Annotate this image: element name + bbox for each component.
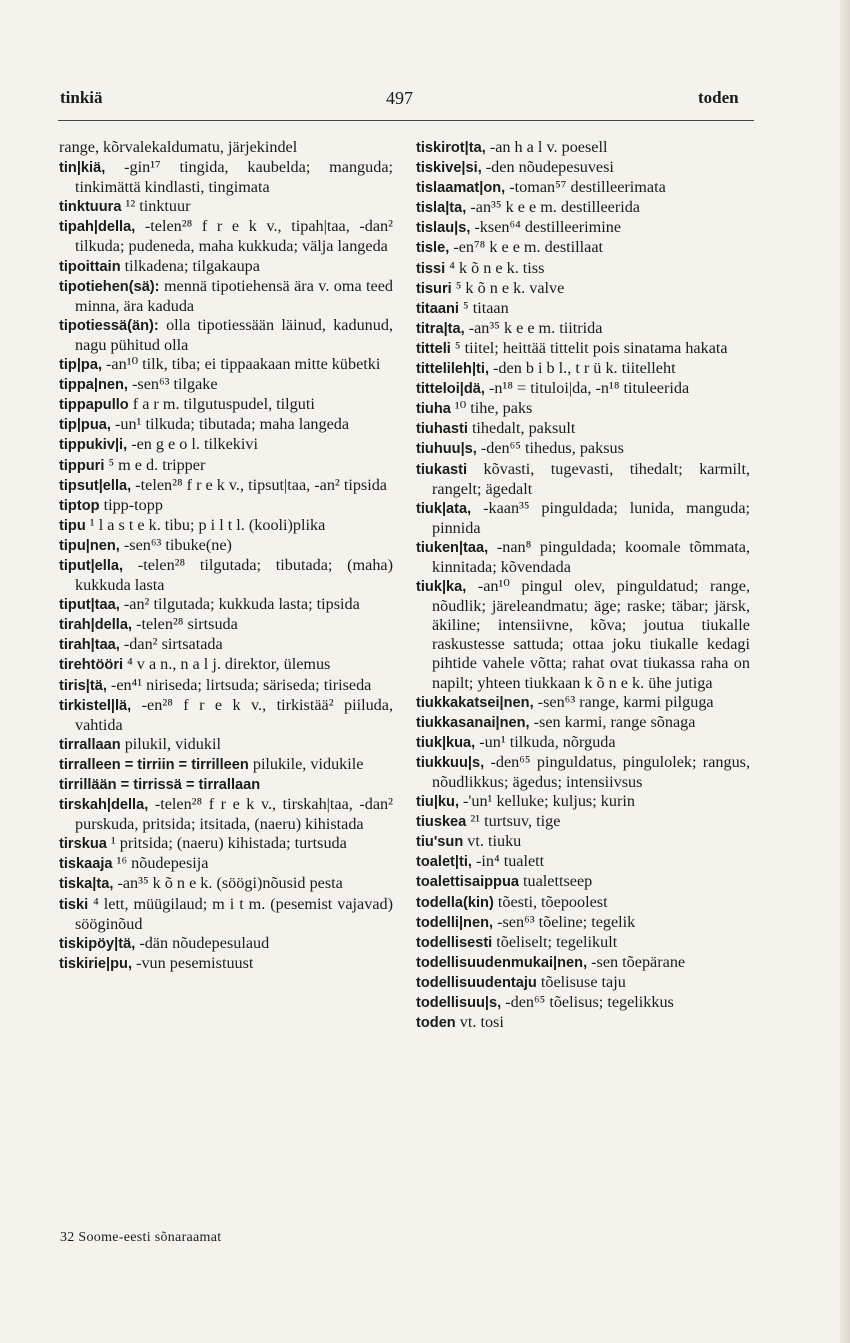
entry-definition: -an³⁵ k e e m. tiitrida [468, 318, 603, 337]
entry-headword: tisle, [416, 240, 450, 257]
entry-headword: tirskua [59, 836, 107, 853]
entry-definition: ¹² tinktuur [125, 197, 191, 216]
entry-definition: tilkadena; tilgakaupa [124, 256, 260, 275]
dictionary-entry [59, 355, 393, 375]
entry-headword: tiskaaja [59, 856, 113, 873]
entry-headword: titra|ta, [416, 320, 465, 337]
entry-definition: -an³⁵ k e e m. destilleerida [470, 198, 640, 217]
dictionary-entry [59, 536, 393, 556]
entry-headword: tiuk|kua, [416, 734, 476, 751]
dictionary-entry [416, 460, 750, 499]
dictionary-entry [59, 476, 393, 496]
dictionary-entry [59, 138, 393, 158]
dictionary-entry [416, 993, 750, 1013]
dictionary-entry [416, 218, 750, 238]
entry-definition: ⁵ m e d. tripper [108, 455, 206, 474]
entry-headword: tiuk|ka, [416, 579, 467, 596]
entry-definition: -an h a l v. poesell [489, 138, 608, 156]
page-edge [840, 0, 850, 1343]
dictionary-entry [59, 277, 393, 316]
entry-definition: -den⁶⁵ tihedus, paksus [480, 439, 624, 458]
dictionary-entry [416, 832, 750, 852]
entry-definition: -en²⁸ f r e k v., tirkistää² piiluda, vahtida [75, 695, 394, 734]
dictionary-entry [416, 733, 750, 753]
entry-headword: tiptop [59, 497, 100, 514]
dictionary-entry [416, 138, 750, 158]
dictionary-entry [416, 158, 750, 178]
dictionary-entry [59, 635, 393, 655]
entry-headword: tipotiehen(sä): [59, 278, 160, 295]
entry-headword: tiris|tä, [59, 677, 107, 694]
dictionary-entry [59, 954, 393, 974]
dictionary-entry [416, 319, 750, 339]
entry-headword: tipoittain [59, 258, 121, 275]
entry-headword: tiukkasanai|nen, [416, 714, 530, 731]
entry-headword: todellisuu|s, [416, 995, 502, 1012]
entry-definition: -sen⁶³ tõeline; tegelik [497, 912, 636, 931]
dictionary-entry [416, 913, 750, 933]
dictionary-entry [416, 713, 750, 733]
dictionary-entry [416, 178, 750, 198]
dictionary-entry [59, 595, 393, 615]
dictionary-entry [416, 577, 750, 693]
entry-definition: -dan² sirtsatada [123, 635, 223, 654]
entry-definition: ⁵ tiitel; heittää tittelit pois sinatama hakata [454, 338, 728, 357]
entry-definition: -telen²⁸ f r e k v., tirskah|taa, -dan² purskuda, pritsida; itsitada, (naeru) kihistada [75, 795, 393, 834]
entry-headword: tiuk|ata, [416, 500, 472, 517]
dictionary-entry [59, 615, 393, 635]
dictionary-entry [59, 217, 393, 256]
dictionary-entry [416, 812, 750, 832]
entry-headword: tipotiessä(än): [59, 317, 159, 334]
entry-headword: tissi [416, 260, 446, 277]
page-number: 497 [386, 88, 413, 108]
entry-headword: toalettisaippua [416, 874, 519, 891]
dictionary-entry [416, 339, 750, 359]
entry-headword: tirehtööri [59, 657, 124, 674]
dictionary-entry [59, 435, 393, 455]
entry-headword: tiskirie|pu, [59, 955, 133, 972]
entry-definition: -n¹⁸ = tituloi|da, -n¹⁸ tituleerida [489, 379, 690, 398]
dictionary-entry [416, 538, 750, 577]
entry-definition: -un¹ tilkuda, nõrguda [479, 732, 616, 751]
entry-definition: -en⁷⁸ k e e m. destillaat [453, 238, 604, 257]
entry-headword: todellisuudentaju [416, 974, 537, 991]
dictionary-entry [416, 933, 750, 953]
entry-definition: -un¹ tilkuda; tibutada; maha langeda [114, 415, 350, 434]
dictionary-entry [59, 316, 393, 355]
entry-headword: tiski [59, 896, 89, 913]
entry-headword: tiuhasti [416, 421, 468, 438]
header-rule [58, 120, 754, 121]
dictionary-entry [59, 676, 393, 696]
entry-headword: tisuri [416, 280, 452, 297]
dictionary-entry [59, 735, 393, 755]
entry-headword: tirralleen = tirriin = tirrilleen [59, 756, 249, 773]
entry-definition: -an³⁵ k õ n e k. (söögi)nõusid pesta [117, 874, 343, 893]
entry-definition: -sen karmi, range sõnaga [533, 712, 696, 731]
entry-definition: tihedalt, paksult [471, 419, 576, 438]
entry-headword: tiuken|taa, [416, 539, 489, 556]
dictionary-entry [416, 953, 750, 973]
entry-headword: tiuha [416, 401, 451, 418]
entry-headword: tiu'sun [416, 834, 464, 851]
entry-definition: -kaan³⁵ pinguldada; lunida, manguda; pinnida [432, 498, 750, 537]
entry-headword: tiukkuu|s, [416, 754, 485, 771]
entry-definition: -toman⁵⁷ destilleerimata [509, 178, 666, 197]
entry-definition: ⁵ titaan [463, 298, 509, 317]
dictionary-entry [416, 419, 750, 439]
entry-definition: tualettseep [523, 872, 593, 891]
dictionary-entry [59, 516, 393, 536]
entry-headword: tiuhuu|s, [416, 441, 477, 458]
dictionary-entry [416, 753, 750, 792]
dictionary-entry [59, 415, 393, 435]
dictionary-entry [416, 973, 750, 993]
entry-headword: tittelileh|ti, [416, 361, 489, 378]
entry-headword: tiskipöy|tä, [59, 935, 136, 952]
entry-definition: -den⁶⁵ pinguldatus, pingulolek; rangus, nõudlikkus; ägedus; intensiivsus [432, 752, 751, 791]
entry-headword: tin|kiä, [59, 160, 106, 177]
dictionary-entry [416, 439, 750, 459]
entry-definition: -telen²⁸ f r e k v., tipsut|taa, -an² tipsida [135, 475, 387, 494]
entry-definition: -telen²⁸ sirtsuda [136, 615, 238, 634]
dictionary-entry [416, 279, 750, 299]
entry-definition: kõvasti, tugevasti, tihedalt; karmilt, rangelt; ägedalt [432, 459, 751, 498]
entry-definition: -nan⁸ pinguldada; koomale tõmmata, kinnitada; kõvendada [432, 537, 751, 576]
dictionary-entry [59, 775, 393, 795]
entry-headword: tiukasti [416, 461, 468, 478]
entry-definition: -an² tilgutada; kukkuda lasta; tipsida [123, 595, 360, 614]
entry-headword: tiu|ku, [416, 794, 459, 811]
entry-definition: -en g e o l. tilkekivi [131, 435, 258, 454]
entry-headword: titaani [416, 300, 459, 317]
entry-definition: pilukile, vidukile [252, 754, 364, 773]
entry-headword: tippukiv|i, [59, 437, 128, 454]
dictionary-entry [59, 895, 393, 934]
entry-definition: -sen tõepärane [591, 952, 686, 971]
entry-headword: tirrillään = tirrissä = tirrallaan [59, 777, 261, 793]
entry-headword: tiskirot|ta, [416, 140, 486, 156]
entry-headword: tipsut|ella, [59, 477, 132, 494]
entry-headword: tirah|taa, [59, 637, 120, 654]
dictionary-entry [59, 197, 393, 217]
entry-definition: -sen⁶³ tibuke(ne) [123, 535, 232, 554]
entry-headword: titteli [416, 340, 451, 357]
dictionary-entry [416, 259, 750, 279]
entry-definition: tõeliselt; tegelikult [496, 932, 618, 951]
entry-definition: ¹⁶ nõudepesija [116, 854, 209, 873]
dictionary-entry [59, 158, 393, 197]
entry-headword: tisla|ta, [416, 200, 467, 217]
entry-definition: -gin¹⁷ tingida, kaubelda; manguda; tinkimättä kindlasti, tingimata [75, 158, 394, 197]
entry-headword: tiukkakatsei|nen, [416, 694, 534, 711]
entry-definition: -sen⁶³ tilgake [132, 375, 218, 394]
dictionary-entry [416, 693, 750, 713]
entry-headword: titteloi|dä, [416, 381, 485, 398]
dictionary-entry [416, 379, 750, 399]
dictionary-entry [416, 893, 750, 913]
entry-headword: tislaamat|on, [416, 180, 506, 197]
dictionary-entry [416, 238, 750, 258]
dictionary-entry [416, 852, 750, 872]
footer-signature: 32 Soome-eesti sõnaraamat [60, 1230, 222, 1245]
guide-word-right: toden [698, 88, 739, 107]
left-column [59, 138, 393, 974]
entry-definition: ¹ pritsida; (naeru) kihistada; turtsuda [110, 834, 347, 853]
dictionary-entry [59, 755, 393, 775]
entry-headword: tirkistel|lä, [59, 697, 132, 714]
entry-definition: -dän nõudepesulaud [139, 933, 270, 952]
entry-definition: -in⁴ tualett [476, 852, 545, 871]
entry-definition: ⁴ k õ n e k. tiss [449, 258, 545, 277]
entry-definition: -telen²⁸ tilgutada; tibutada; (maha) kukkuda lasta [75, 555, 393, 595]
entry-definition: olla tipotiessään läinud, kadunud, nagu pühitud olla [75, 315, 394, 354]
entry-definition: -vun pesemistuust [136, 953, 254, 972]
dictionary-entry [59, 795, 393, 834]
entry-definition: -en⁴¹ niriseda; lirtsuda; säriseda; tiriseda [110, 675, 372, 694]
dictionary-entry [59, 874, 393, 894]
entry-definition: -den nõudepesuvesi [485, 158, 614, 177]
dictionary-entry [416, 399, 750, 419]
entry-definition: pilukil, vidukil [124, 734, 221, 753]
entry-definition: -an¹⁰ tilk, tiba; ei tippaakaan mitte kübetki [106, 355, 381, 374]
entry-headword: tirah|della, [59, 617, 133, 634]
entry-headword: tip|pua, [59, 417, 111, 434]
entry-definition: ⁵ k õ n e k. valve [455, 278, 565, 297]
dictionary-entry [416, 299, 750, 319]
entry-definition: -sen⁶³ range, karmi pilguga [537, 692, 714, 711]
guide-word-left: tinkiä [60, 88, 103, 107]
entry-definition: -ksen⁶⁴ destilleerimine [474, 218, 622, 237]
entry-headword: tippuri [59, 457, 105, 474]
dictionary-entry [59, 456, 393, 476]
entry-definition: ¹ l a s t e k. tibu; p i l t l. (kooli)plika [89, 515, 326, 534]
entry-definition: ¹⁰ tihe, paks [454, 399, 533, 418]
dictionary-entry [59, 395, 393, 415]
entry-definition: vt. tiuku [467, 832, 522, 851]
entry-headword: todella(kin) [416, 894, 494, 911]
dictionary-entry [59, 496, 393, 516]
entry-headword: tipah|della, [59, 219, 136, 236]
entry-definition: ²¹ turtsuv, tige [470, 812, 561, 831]
dictionary-entry [59, 934, 393, 954]
entry-headword: tipu [59, 517, 86, 534]
entry-definition: range, kõrvalekaldumatu, järjekindel [59, 138, 298, 156]
entry-headword: tinktuura [59, 199, 122, 216]
entry-definition: tipp-topp [103, 495, 163, 514]
entry-headword: tippa|nen, [59, 377, 128, 394]
entry-headword: tip|pa, [59, 357, 102, 374]
entry-headword: tirskah|della, [59, 797, 149, 814]
entry-definition: ⁴ v a n., n a l j. direktor, ülemus [127, 655, 331, 674]
dictionary-entry [416, 872, 750, 892]
entry-definition: -telen²⁸ f r e k v., tipah|taa, -dan² tilkuda; pudeneda, maha kukkuda; välja langeda [75, 217, 394, 256]
dictionary-entry [416, 359, 750, 379]
entry-headword: tiska|ta, [59, 876, 114, 893]
dictionary-entry [59, 375, 393, 395]
entry-definition: -an¹⁰ pingul olev, pinguldatud; range, nõudlik; järeleandmatu; äge; raske; täbar; järsk, äkiline; intensiivne, kõva; joutua tiukalle raskustesse sattuda; ottaa joku tiukalle kedagi pihtide vahele võtta; rahat ovat tiukassa raha on napilt; yhteen tiukkaan k õ n e k. ühe jutiga [432, 577, 751, 692]
entry-definition: ⁴ lett, müügilaud; m i t m. (pesemist vajavad) sööginõud [75, 894, 393, 933]
dictionary-entry [416, 1013, 750, 1033]
entry-headword: tirrallaan [59, 736, 121, 753]
entry-definition: mennä tipotiehensä ära v. oma teed minna, ära kaduda [75, 276, 394, 315]
entry-headword: todellisuudenmukai|nen, [416, 954, 588, 971]
entry-headword: tiuskea [416, 814, 467, 831]
dictionary-entry [59, 556, 393, 595]
entry-headword: toden [416, 1015, 456, 1032]
entry-definition: -den⁶⁵ tõelisus; tegelikkus [505, 993, 674, 1012]
entry-definition: -den b i b l., t r ü k. tiitelleht [493, 359, 676, 378]
dictionary-entry [59, 834, 393, 854]
dictionary-entry [416, 499, 750, 538]
entry-headword: tislau|s, [416, 220, 471, 237]
entry-headword: tippapullo [59, 397, 129, 414]
dictionary-entry [59, 257, 393, 277]
entry-headword: tiput|taa, [59, 597, 120, 614]
dictionary-entry [59, 655, 393, 675]
right-column [416, 138, 750, 1033]
entry-headword: tipu|nen, [59, 537, 120, 554]
entry-definition: tõesti, tõepoolest [497, 892, 608, 911]
entry-headword: tiskive|si, [416, 160, 482, 177]
entry-headword: todelli|nen, [416, 914, 494, 931]
entry-headword: tiput|ella, [59, 557, 124, 574]
dictionary-entry [416, 792, 750, 812]
entry-definition: tõelisuse taju [540, 972, 626, 991]
dictionary-entry [59, 854, 393, 874]
entry-definition: -'un¹ kelluke; kuljus; kurin [463, 792, 635, 811]
entry-headword: toalet|ti, [416, 854, 472, 871]
entry-headword: todellisesti [416, 934, 493, 951]
dictionary-entry [416, 198, 750, 218]
dictionary-entry [59, 696, 393, 735]
entry-definition: f a r m. tilgutuspudel, tilguti [132, 395, 315, 414]
entry-definition: vt. tosi [459, 1013, 504, 1032]
